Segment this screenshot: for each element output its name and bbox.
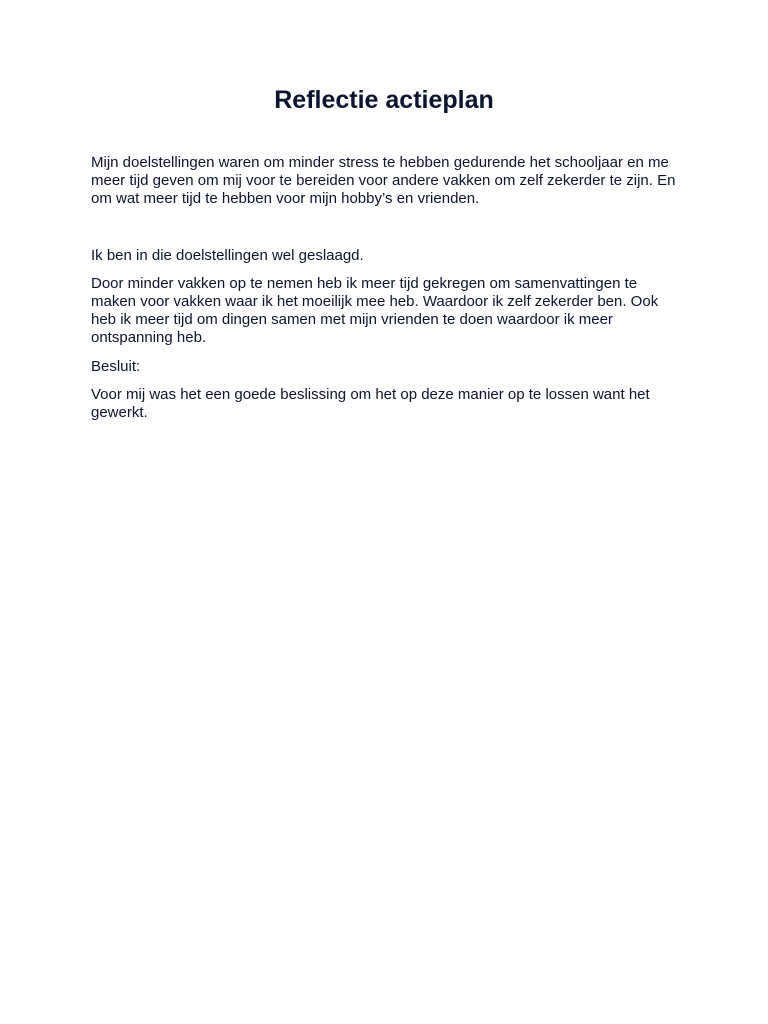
paragraph-goals: Mijn doelstellingen waren om minder stress te hebben gedurende het schooljaar en me meer tijd geven om mij voor te bereiden voor andere vakken om zelf zekerder te zijn. En om wat meer tijd te hebben voor mijn hobby’s en vrienden. xyxy=(91,154,676,208)
paragraph-succeeded: Ik ben in die doelstellingen wel geslaagd. xyxy=(91,246,364,264)
document-title: Reflectie actieplan xyxy=(274,86,494,114)
document-body xyxy=(91,154,681,422)
paragraph-conclusion: Voor mij was het een goede beslissing om het op deze manier op te lossen want het gewerkt. xyxy=(91,385,650,422)
paragraph-explanation: Door minder vakken op te nemen heb ik meer tijd gekregen om samenvattingen te maken voor vakken waar ik het moeilijk mee heb. Waardoor ik zelf zekerder ben. Ook heb ik meer tijd om dingen samen met mijn vrienden te doen waardoor ik meer ontspanning heb. xyxy=(91,274,659,347)
paragraph-conclusion-heading: Besluit: xyxy=(91,357,141,375)
